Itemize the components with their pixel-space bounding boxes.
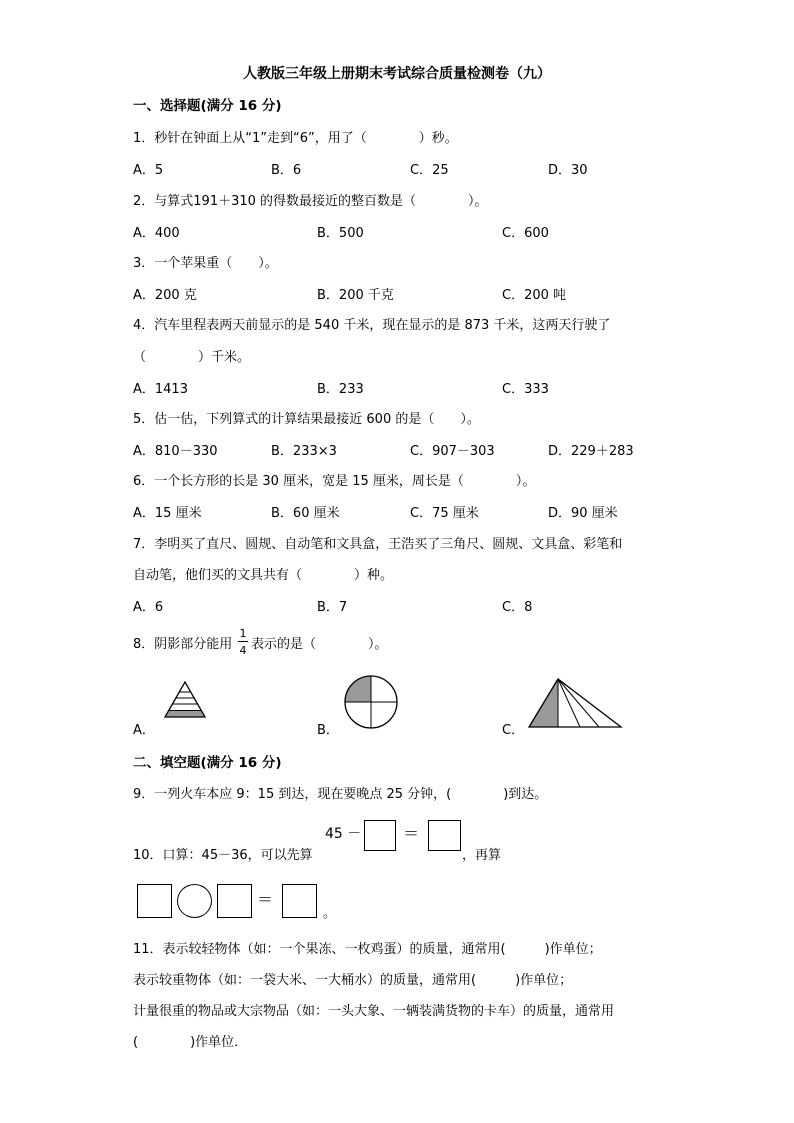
section-fill-heading: 二、填空题(满分 16 分) bbox=[133, 755, 282, 771]
question-3: 3．一个苹果重（ ）。 bbox=[133, 256, 278, 271]
q2-option-a: A．400 bbox=[133, 226, 180, 241]
q5-option-b: B．233×3 bbox=[271, 444, 337, 459]
question-7-line-2: 自动笔，他们买的文具共有（ ）种。 bbox=[133, 568, 394, 583]
q5-option-a: A．810－330 bbox=[133, 444, 218, 459]
answer-box[interactable] bbox=[137, 884, 172, 918]
question-2: 2．与算式191＋310 的得数最接近的整百数是（ ）。 bbox=[133, 194, 488, 209]
question-8-prefix: 8．阴影部分能用 bbox=[133, 637, 233, 652]
question-4-line-1: 4．汽车里程表两天前显示的是 540 千米，现在显示的是 873 千米，这两天行驶了 bbox=[133, 318, 611, 333]
section-choice-heading: 一、选择题(满分 16 分) bbox=[133, 98, 282, 114]
q10-top-expression: 45 － bbox=[325, 826, 362, 842]
question-11-line-4: ( )作单位． bbox=[133, 1035, 248, 1050]
q7-option-b: B．7 bbox=[317, 600, 348, 615]
answer-box[interactable] bbox=[282, 884, 317, 918]
quartered-circle-figure bbox=[341, 672, 401, 732]
q1-option-c: C．25 bbox=[410, 163, 449, 178]
q6-option-a: A．15 厘米 bbox=[133, 506, 202, 521]
q8-option-c: C． bbox=[502, 723, 525, 738]
q5-option-c: C．907－303 bbox=[410, 444, 495, 459]
question-5: 5．估一估，下列算式的计算结果最接近 600 的是（ ）。 bbox=[133, 412, 480, 427]
q3-option-b: B．200 千克 bbox=[317, 288, 394, 303]
answer-box[interactable] bbox=[217, 884, 252, 918]
q4-option-a: A．1413 bbox=[133, 382, 188, 397]
question-4-line-2: （ ）千米。 bbox=[133, 350, 251, 365]
q10-period: 。 bbox=[323, 906, 337, 921]
divided-triangle-figure bbox=[525, 676, 625, 732]
question-11-line-1: 11．表示较轻物体（如：一个果冻、一枚鸡蛋）的质量，通常用( )作单位； bbox=[133, 942, 602, 957]
q7-option-a: A．6 bbox=[133, 600, 164, 615]
q7-option-c: C．8 bbox=[502, 600, 533, 615]
fraction-bar bbox=[238, 641, 248, 642]
question-1: 1．秒针在钟面上从“1”走到“6”，用了（ ）秒。 bbox=[133, 131, 458, 146]
equals-sign: ＝ bbox=[257, 890, 274, 909]
q5-option-d: D．229＋283 bbox=[548, 444, 634, 459]
equals-sign: ＝ bbox=[403, 824, 420, 843]
question-9: 9．一列火车本应 9：15 到达，现在要晚点 25 分钟，( )到达。 bbox=[133, 787, 548, 802]
q10-then-text: ，再算 bbox=[462, 848, 502, 863]
q4-option-c: C．333 bbox=[502, 382, 549, 397]
striped-triangle-figure bbox=[155, 680, 215, 728]
fraction-denominator: 4 bbox=[239, 644, 247, 657]
q6-option-c: C．75 厘米 bbox=[410, 506, 479, 521]
q3-option-a: A．200 克 bbox=[133, 288, 197, 303]
q8-option-a: A． bbox=[133, 723, 155, 738]
question-11-line-3: 计量很重的物品或大宗物品（如：一头大象、一辆装满货物的卡车）的质量，通常用 bbox=[133, 1004, 615, 1019]
shaded-band bbox=[165, 711, 205, 718]
q1-option-b: B．6 bbox=[271, 163, 302, 178]
q6-option-d: D．90 厘米 bbox=[548, 506, 618, 521]
q1-option-a: A．5 bbox=[133, 163, 164, 178]
q8-option-b: B． bbox=[317, 723, 339, 738]
page-title: 人教版三年级上册期末考试综合质量检测卷（九） bbox=[243, 66, 551, 82]
q4-option-b: B．233 bbox=[317, 382, 364, 397]
question-11-line-2: 表示较重物体（如：一袋大米、一大桶水）的质量，通常用( )作单位； bbox=[133, 973, 573, 988]
answer-box[interactable] bbox=[364, 820, 396, 851]
q6-option-b: B．60 厘米 bbox=[271, 506, 340, 521]
q3-option-c: C．200 吨 bbox=[502, 288, 567, 303]
question-8-suffix: 表示的是（ ）。 bbox=[251, 637, 388, 652]
question-10: 10．口算：45－36，可以先算 bbox=[133, 848, 313, 863]
q2-option-c: C．600 bbox=[502, 226, 549, 241]
q1-option-d: D．30 bbox=[548, 163, 588, 178]
operator-circle[interactable] bbox=[177, 884, 212, 918]
fraction-numerator: 1 bbox=[239, 627, 247, 640]
question-6: 6．一个长方形的长是 30 厘米，宽是 15 厘米，周长是（ ）。 bbox=[133, 474, 536, 489]
question-7-line-1: 7．李明买了直尺、圆规、自动笔和文具盒，王浩买了三角尺、圆规、文具盒、彩笔和 bbox=[133, 537, 623, 552]
q2-option-b: B．500 bbox=[317, 226, 364, 241]
answer-box[interactable] bbox=[428, 820, 461, 851]
